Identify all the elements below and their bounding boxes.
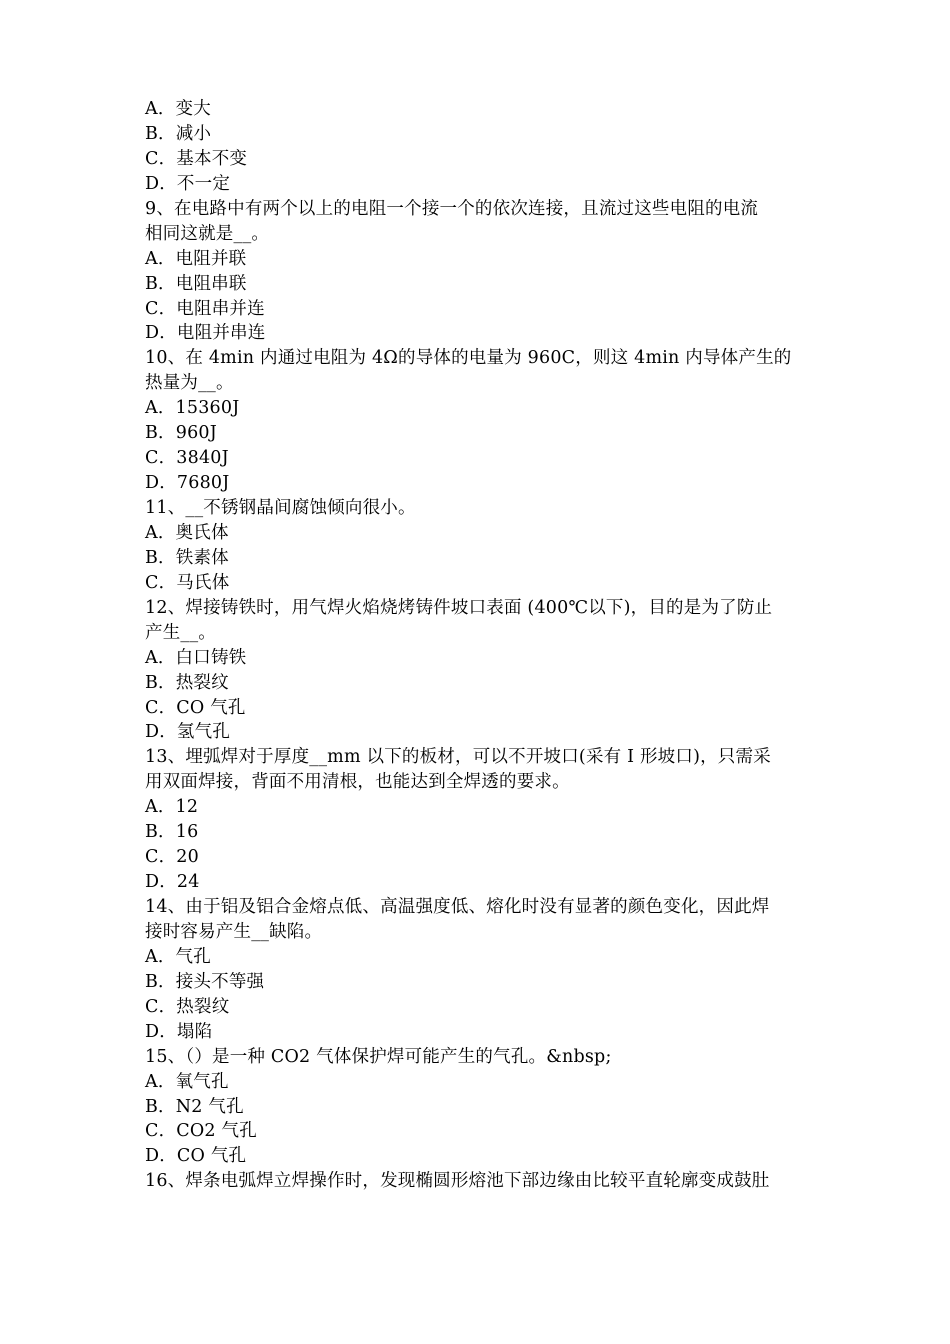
question-11: 11、__不锈钢晶间腐蚀倾向很小。	[145, 498, 416, 518]
text-line: C．3840J	[145, 448, 229, 469]
text-line: B．16	[145, 822, 199, 843]
question-14: 14、由于铝及铝合金熔点低、高温强度低、熔化时没有显著的颜色变化，因此焊	[145, 897, 770, 917]
text-line: B．电阻串联	[145, 273, 247, 294]
text-line: D．塌陷	[145, 1021, 213, 1042]
text-line: D．7680J	[145, 473, 230, 494]
text-line: B．960J	[145, 423, 217, 444]
text-line: B．热裂纹	[145, 672, 229, 693]
text-line: A．电阻并联	[145, 248, 247, 269]
text-line: C．20	[145, 847, 199, 868]
text-line: B．减小	[145, 123, 212, 144]
text-line: A．气孔	[145, 946, 211, 967]
question-12: 12、焊接铸铁时，用气焊火焰烧烤铸件坡口表面 (400℃以下)，目的是为了防止	[145, 597, 773, 618]
question-16: 16、焊条电弧焊立焊操作时，发现椭圆形熔池下部边缘由比较平直轮廓变成鼓肚	[145, 1171, 770, 1192]
text-line: B．N2 气孔	[145, 1096, 244, 1117]
text-line: C．热裂纹	[145, 996, 230, 1017]
question-10: 10、在 4min 内通过电阻为 4Ω的导体的电量为 960C，则这 4min 内导体产生的	[145, 348, 792, 369]
text-line: D．24	[145, 872, 200, 893]
text-line: C．马氏体	[145, 572, 230, 593]
text-line: A．变大	[145, 99, 211, 119]
text-line: D．电阻并串连	[145, 323, 266, 344]
text-line: C．基本不变	[145, 148, 248, 169]
text-line: 相同这就是__。	[145, 223, 270, 244]
text-line: A．白口铸铁	[145, 647, 247, 668]
document-page	[145, 97, 815, 1194]
text-line: 接时容易产生__缺陷。	[145, 921, 323, 942]
text-line: A．氧气孔	[145, 1071, 229, 1092]
text-line: 热量为__。	[145, 373, 234, 394]
text-line: C．电阻串并连	[145, 298, 265, 319]
text-line: C．CO 气孔	[145, 697, 246, 718]
text-line: B．铁素体	[145, 547, 229, 568]
text-line: D．氢气孔	[145, 722, 231, 743]
text-line: 用双面焊接，背面不用清根，也能达到全焊透的要求。	[145, 772, 570, 793]
question-9: 9、在电路中有两个以上的电阻一个接一个的依次连接，且流过这些电阻的电流	[145, 198, 759, 219]
text-line: A．奥氏体	[145, 522, 229, 543]
question-13: 13、埋弧焊对于厚度__mm 以下的板材，可以不开坡口(采有 I 形坡口)，只需采	[145, 747, 771, 768]
text-line: A．15360J	[145, 398, 240, 419]
text-line: B．接头不等强	[145, 971, 265, 992]
question-15: 15、（）是一种 CO2 气体保护焊可能产生的气孔。&nbsp;	[145, 1046, 612, 1067]
text-line: C．CO2 气孔	[145, 1121, 257, 1142]
text-line: A．12	[145, 797, 199, 818]
text-line: 产生__。	[145, 622, 216, 643]
text-line: D．CO 气孔	[145, 1146, 247, 1167]
text-line: D．不一定	[145, 173, 231, 194]
